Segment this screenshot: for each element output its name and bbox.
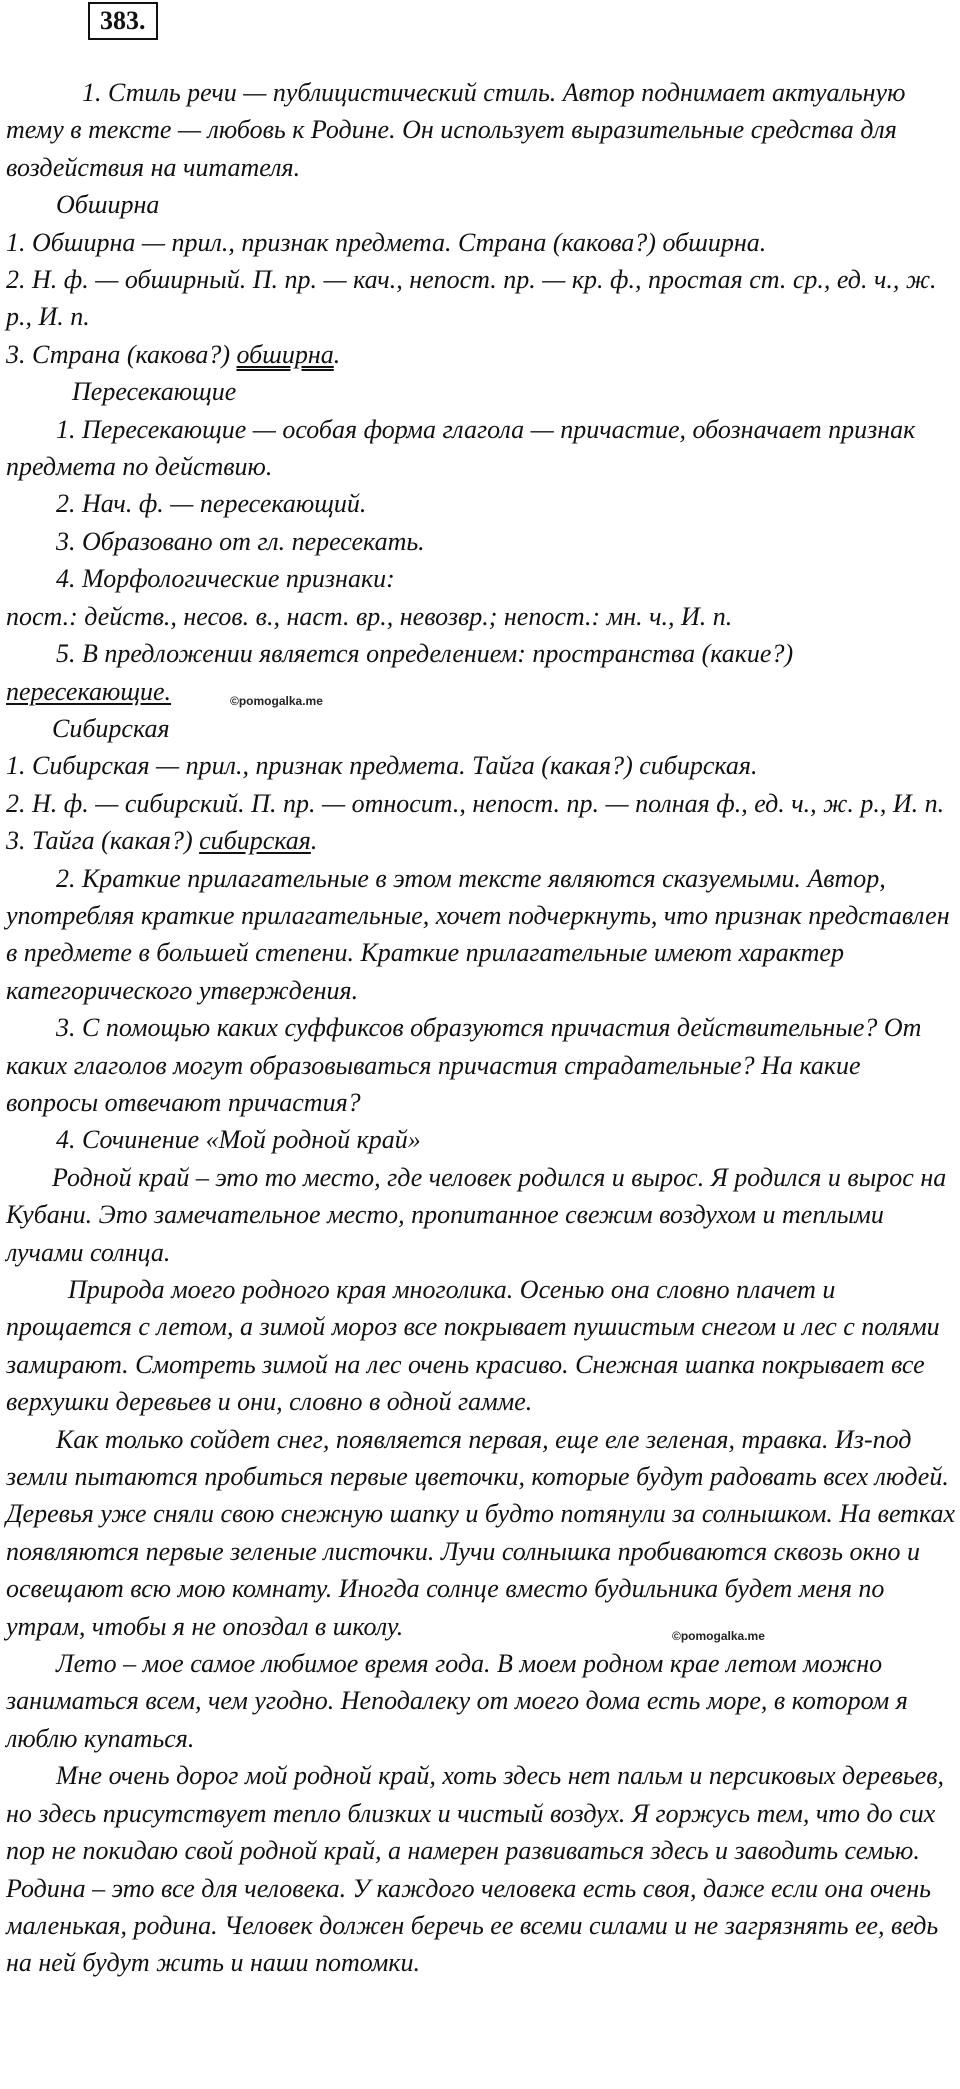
sibir-item-3-text: 3. Тайга (какая?)	[6, 826, 200, 856]
peresek-features: пост.: действ., несов. в., наст. вр., невозвр.; непост.: мн. ч., И. п.	[6, 601, 733, 631]
watermark-2: ©pomogalka.me	[672, 1628, 765, 1643]
obshirna-item-3	[6, 336, 956, 373]
sibir-item-3	[6, 822, 956, 859]
essay-paragraph-5: Мне очень дорог мой родной край, хоть здесь нет пальм и персиковых деревьев, но здесь присутствует тепло близких и чистый воздух. Я горжусь тем, что до сих пор не покидаю свой родной край, а намерен развиваться здесь и заводить семью. Родина – это все для человека. У каждого человека есть своя, даже если она очень маленькая, родина. Человек должен беречь ее всеми силами и не загрязнять ее, ведь на ней будут жить и наши потомки.	[6, 1761, 945, 1978]
peresek-underlined: пересекающие.	[6, 676, 171, 706]
watermark-1: ©pomogalka.me	[230, 693, 323, 708]
peresek-item-3: 3. Образовано от гл. пересекать.	[56, 526, 425, 556]
paragraph-questions: 3. С помощью каких суффиксов образуются причастия действительные? От каких глаголов могут образовываться причастия страдательные? На какие вопросы отвечают причастия?	[6, 1013, 922, 1117]
heading-obshirna: Обширна	[56, 190, 160, 220]
peresek-underlined-line	[6, 673, 956, 710]
sibir-underlined: сибирская	[199, 826, 311, 856]
essay-paragraph-3-text: Как только сойдет снег, появляется первая, еще еле зеленая, травка. Из-под земли пытаются пробиться первые цветочки, которые будут радовать всех людей. Деревья уже сняли свою снежную шапку и будто потянули за солнышком. На ветках появляются первые зеленые листочки. Лучи солнышка пробиваются сквозь окно и освещают всю мою комнату. Иногда солнце вместо будильника будет меня по утрам, чтобы я не опоздал в школу.	[6, 1424, 955, 1641]
heading-peresekayushchie: Пересекающие	[72, 377, 237, 407]
peresek-item-2: 2. Нач. ф. — пересекающий.	[56, 489, 367, 519]
sibir-item-2: 2. Н. ф. — сибирский. П. пр. — относит., непост. пр. — полная ф., ед. ч., ж. р., И. п.	[6, 788, 945, 818]
paragraph-style: 1. Стиль речи — публицистический стиль. Автор поднимает актуальную тему в тексте — любовь к Родине. Он использует выразительные средства для воздействия на читателя.	[6, 78, 906, 182]
heading-sibirskaya: Сибирская	[52, 713, 170, 743]
peresek-item-1: 1. Пересекающие — особая форма глагола — причастие, обозначает признак предмета по действию.	[6, 414, 916, 482]
obshirna-item-3-text: 3. Страна (какова?)	[6, 339, 237, 369]
essay-paragraph-4: Лето – мое самое любимое время года. В моем родном крае летом можно заниматься всем, чем угодно. Неподалеку от моего дома есть море, в котором я люблю купаться.	[6, 1649, 908, 1753]
essay-paragraph-1: Родной край – это то место, где человек родился и вырос. Я родился и вырос на Кубани. Это замечательное место, пропитанное свежим воздухом и теплыми лучами солнца.	[6, 1162, 947, 1267]
sibir-item-3-end: .	[310, 826, 318, 856]
obshirna-item-2: 2. Н. ф. — обширный. П. пр. — кач., непост. пр. — кр. ф., простая ст. ср., ед. ч., ж. р., И. п.	[6, 265, 937, 332]
peresek-item-5: 5. В предложении является определением: пространства (какие?)	[56, 639, 794, 669]
essay-title: 4. Сочинение «Мой родной край»	[56, 1125, 421, 1155]
paragraph-short-adjectives: 2. Краткие прилагательные в этом тексте являются сказуемыми. Автор, употребляя краткие прилагательные, хочет подчеркнуть, что признак представлен в предмете в большей степени. Краткие прилагательные имеют характер категорического утверждения.	[6, 863, 950, 1005]
essay-paragraph-3	[6, 1421, 956, 1645]
essay-paragraph-2: Природа моего родного края многолика. Осенью она словно плачет и прощается с летом, а зимой мороз все покрывает пушистым снегом и лес с полями замирают. Смотреть зимой на лес очень красиво. Снежная шапка покрывает все верхушки деревьев и они, словно в одной гамме.	[6, 1275, 940, 1417]
obshirna-item-3-end: .	[333, 339, 341, 369]
obshirna-item-1: 1. Обширна — прил., признак предмета. Страна (какова?) обширна.	[6, 227, 767, 257]
obshirna-underlined: обширна	[236, 339, 334, 369]
peresek-item-4: 4. Морфологические признаки:	[56, 564, 395, 594]
exercise-number-value: 383	[100, 6, 139, 35]
answer-text	[6, 74, 956, 1982]
sibir-item-1: 1. Сибирская — прил., признак предмета. Тайга (какая?) сибирская.	[6, 751, 758, 781]
exercise-number: 383.	[88, 2, 158, 40]
